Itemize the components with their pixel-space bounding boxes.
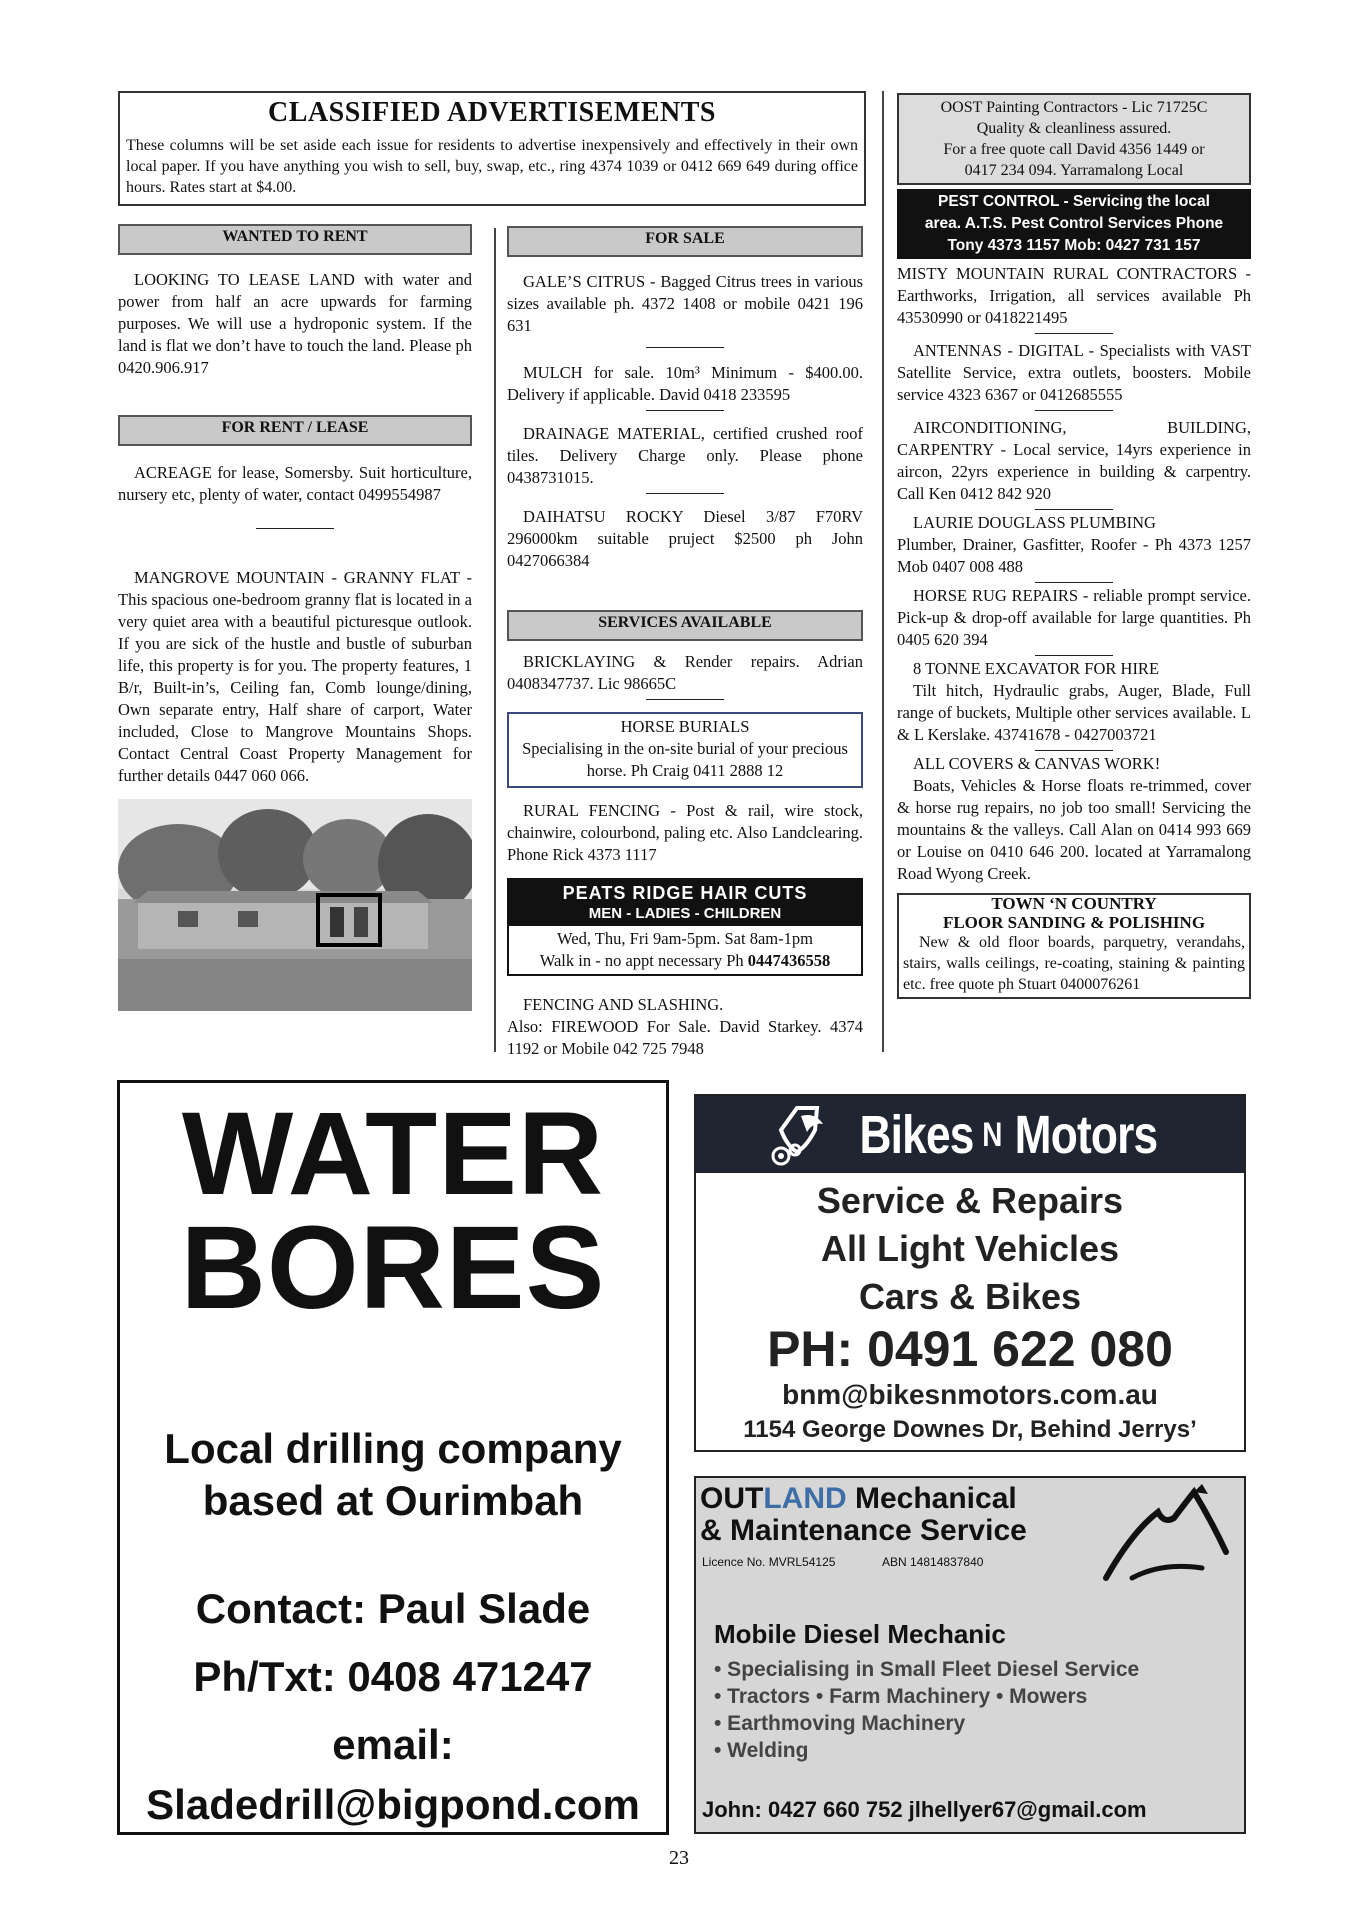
sale-ad-drainage: DRAINAGE MATERIAL, certified crushed roof tiles. Delivery Charge only. Please phone 0438731015. (507, 424, 863, 487)
water-bores-phone: Ph/Txt: 0408 471247 (193, 1653, 593, 1700)
water-bores-email: Sladedrill@bigpond.com (146, 1781, 640, 1828)
separator (646, 410, 724, 411)
hair-cuts-box (507, 878, 863, 976)
fencing-slashing-text: Also: FIREWOOD For Sale. David Starkey. 4374 1192 or Mobile 042 725 7948 (507, 1017, 863, 1058)
covers-text: Boats, Vehicles & Horse floats re-trimmed, cover & horse rug repairs, no job too small! Servicing the mountains & the valleys. Call Alan on 0414 993 669 or Louise on 0410 646 200. located at Yarramalong Road Wyong Creek. (897, 776, 1251, 883)
water-bores-sub-1: Local drilling company (164, 1425, 622, 1472)
bikes-address: 1154 George Downes Dr, Behind Jerrys’ (743, 1416, 1197, 1443)
sale-ad-citrus: GALE’S CITRUS - Bagged Citrus trees in various sizes available ph. 4372 1408 or mobile 0421 196 631 (507, 272, 863, 335)
separator (646, 699, 724, 700)
sale-ad-mulch: MULCH for sale. 10m³ Minimum - $400.00. Delivery if applicable. David 0418 233595 (507, 363, 863, 404)
hair-cuts-subtitle: MEN - LADIES - CHILDREN (509, 904, 861, 926)
outland-contact: John: 0427 660 752 jlhellyer67@gmail.com (702, 1797, 1147, 1822)
column-3 (897, 93, 1251, 999)
town-n-country-box (897, 893, 1251, 999)
bikes-line-1: Service & Repairs (816, 1180, 1124, 1221)
outland-bullet-1: • Specialising in Small Fleet Diesel Service (714, 1658, 1140, 1681)
hair-cuts-walkin (509, 950, 861, 974)
oost-line-2: Quality & cleanliness assured. (976, 120, 1172, 137)
water-bores-email-label: email: (332, 1721, 454, 1768)
classifieds-title: CLASSIFIED ADVERTISEMENTS (268, 97, 716, 128)
separator (1035, 655, 1113, 656)
column-1 (118, 224, 472, 1011)
outland-title-2: & Maintenance Service (700, 1514, 1027, 1547)
pest-line-2: area. A.T.S. Pest Control Services Phone (924, 215, 1224, 232)
bikes-line-2: All Light Vehicles (820, 1228, 1120, 1269)
town-text: New & old floor boards, parquetry, verandahs, stairs, walls ceilings, re-coating, staining & painting etc. free quote ph Stuart 0400076261 (903, 934, 1245, 993)
plumbing-text: Plumber, Drainer, Gasfitter, Roofer - Ph 4373 1257 Mob 0407 008 488 (897, 535, 1251, 576)
separator (1035, 750, 1113, 751)
column-2 (507, 224, 863, 1060)
sale-ad-daihatsu: DAIHATSU ROCKY Diesel 3/87 F70RV 296000km suitable pruject $2500 ph John 0427066384 (507, 507, 863, 570)
oost-line-4: 0417 234 094. Yarramalong Local (964, 162, 1184, 179)
separator (646, 493, 724, 494)
column-divider-2 (882, 91, 884, 1052)
separator (1035, 582, 1113, 583)
outland-bullet-2: • Tractors • Farm Machinery • Mowers (714, 1685, 1088, 1708)
horse-burials-text: Specialising in the on-site burial of your precious horse. Ph Craig 0411 2888 12 (522, 739, 848, 780)
antennas-ad: ANTENNAS - DIGITAL - Specialists with VAST Satellite Service, extra outlets, boosters. Mobile service 4323 6367 or 0412685555 (897, 341, 1251, 404)
misty-mountain-ad: MISTY MOUNTAIN RURAL CONTRACTORS - Earthworks, Irrigation, all services available Ph 43530990 or 0418221495 (897, 264, 1251, 327)
pest-line-3: Tony 4373 1157 Mob: 0427 731 157 (947, 237, 1201, 254)
oost-line-1: OOST Painting Contractors - Lic 71725C (940, 99, 1208, 116)
horse-burials-title: HORSE BURIALS (620, 717, 750, 736)
town-title-1: TOWN ‘N COUNTRY (991, 894, 1157, 913)
outland-licence: Licence No. MVRL54125 (702, 1555, 836, 1569)
water-bores-sub-2: based at Ourimbah (202, 1477, 584, 1524)
separator (1035, 410, 1113, 411)
for-rent-lease-heading: FOR RENT / LEASE (118, 415, 472, 446)
page-number: 23 (669, 1847, 689, 1869)
mangrove-granny-flat-ad: MANGROVE MOUNTAIN - GRANNY FLAT - This spacious one-bedroom granny flat is located in a very quiet area with a beautiful picturesque outlook. If you are sick of the hustle and bustle of suburban life, this property is for you. The property features, 1 B/r, Built-in’s, Ceiling fan, Comb lounge/dining, Own separate entry, Half share of carport, Water included, Close to Mangrove Mountains Shops. Contact Central Coast Property Management for further details 0447 060 066. (118, 568, 472, 785)
fencing-slashing-title: FENCING AND SLASHING. (523, 995, 724, 1014)
rural-fencing-ad: RURAL FENCING - Post & rail, wire stock, chainwire, colourbond, paling etc. Also Landclearing. Phone Rick 4373 1117 (507, 801, 863, 864)
acreage-ad: ACREAGE for lease, Somersby. Suit horticulture, nursery etc, plenty of water, contact 0499554987 (118, 463, 472, 504)
water-bores-line-2: BORES (180, 1202, 606, 1334)
bikes-logo-icon (767, 1102, 841, 1168)
outland-land: LAND (763, 1482, 847, 1515)
bikes-brand-bikes: Bikes (859, 1104, 974, 1165)
services-available-heading: SERVICES AVAILABLE (507, 610, 863, 641)
water-bores-line-1: WATER (181, 1088, 605, 1220)
for-sale-heading: FOR SALE (507, 226, 863, 257)
granny-flat-photo (118, 799, 472, 1011)
horse-rug-ad: HORSE RUG REPAIRS - reliable prompt service. Pick-up & drop-off available for large quantities. Ph 0405 620 394 (897, 586, 1251, 649)
outland-ad (694, 1476, 1246, 1834)
bikes-brand-n: N (982, 1115, 1003, 1154)
bikes-brand-motors: Motors (1014, 1104, 1158, 1165)
plumbing-title: LAURIE DOUGLASS PLUMBING (913, 513, 1156, 532)
outland-bullet-4: • Welding (714, 1739, 809, 1762)
bricklaying-ad: BRICKLAYING & Render repairs. Adrian 0408347737. Lic 98665C (507, 652, 863, 693)
bikes-n-motors-ad (694, 1094, 1246, 1452)
oost-line-3: For a free quote call David 4356 1449 or (943, 141, 1205, 158)
pest-control-box (897, 189, 1251, 259)
bikes-banner (696, 1096, 1244, 1173)
pest-line-1: PEST CONTROL - Servicing the local (938, 193, 1210, 210)
classifieds-header-box (118, 91, 866, 206)
outland-heading: Mobile Diesel Mechanic (714, 1619, 1006, 1649)
bikes-email: bnm@bikesnmotors.com.au (782, 1379, 1158, 1410)
wanted-to-rent-ad: LOOKING TO LEASE LAND with water and power from half an acre upwards for farming purposes. We will use a hydroponic system. If the land is flat we don’t have to touch the land. Please ph 0420.906.917 (118, 270, 472, 377)
bikes-phone: PH: 0491 622 080 (767, 1321, 1173, 1377)
oost-painting-box (897, 93, 1251, 185)
excavator-text: Tilt hitch, Hydraulic grabs, Auger, Blade, Full range of buckets, Multiple other services available. L & L Kerslake. 43741678 - 0427003721 (897, 681, 1251, 744)
outland-mountain-logo-icon (1102, 1482, 1232, 1582)
excavator-title: 8 TONNE EXCAVATOR FOR HIRE (913, 659, 1160, 678)
separator (646, 347, 724, 348)
separator (1035, 509, 1113, 510)
column-divider-1 (494, 228, 496, 1052)
hair-cuts-title: PEATS RIDGE HAIR CUTS (509, 880, 861, 904)
covers-title: ALL COVERS & CANVAS WORK! (913, 754, 1161, 773)
classifieds-intro: These columns will be set aside each issue for residents to advertise inexpensively and effectively in their own local paper. If you have anything you wish to sell, buy, swap, etc., ring 4374 1039 or 0412 669 649 during office hours. Rates start at $4.00. (126, 137, 858, 196)
outland-title-rest: Mechanical (846, 1482, 1017, 1515)
hair-cuts-phone: 0447436558 (747, 951, 831, 970)
bikes-line-3: Cars & Bikes (858, 1276, 1082, 1317)
wanted-to-rent-heading: WANTED TO RENT (118, 224, 472, 255)
hair-cuts-hours: Wed, Thu, Fri 9am-5pm. Sat 8am-1pm (557, 929, 813, 948)
aircon-ad: AIRCONDITIONING, BUILDING, CARPENTRY - Local service, 14yrs experience in aircon, 22yrs experience in building & carpentry. Call Ken 0412 842 920 (897, 418, 1251, 503)
separator (256, 528, 334, 529)
outland-out: OUT (700, 1482, 764, 1515)
separator (1035, 333, 1113, 334)
water-bores-ad (117, 1080, 669, 1835)
outland-title-1 (700, 1482, 1017, 1516)
hair-cuts-walkin-text: Walk in - no appt necessary Ph (539, 951, 744, 970)
town-title-2: FLOOR SANDING & POLISHING (942, 913, 1206, 932)
outland-abn: ABN 14814837840 (882, 1555, 984, 1569)
water-bores-contact: Contact: Paul Slade (195, 1585, 591, 1632)
house-photo-illustration (118, 799, 472, 1011)
outland-bullet-3: • Earthmoving Machinery (714, 1712, 966, 1735)
horse-burials-box (507, 712, 863, 788)
